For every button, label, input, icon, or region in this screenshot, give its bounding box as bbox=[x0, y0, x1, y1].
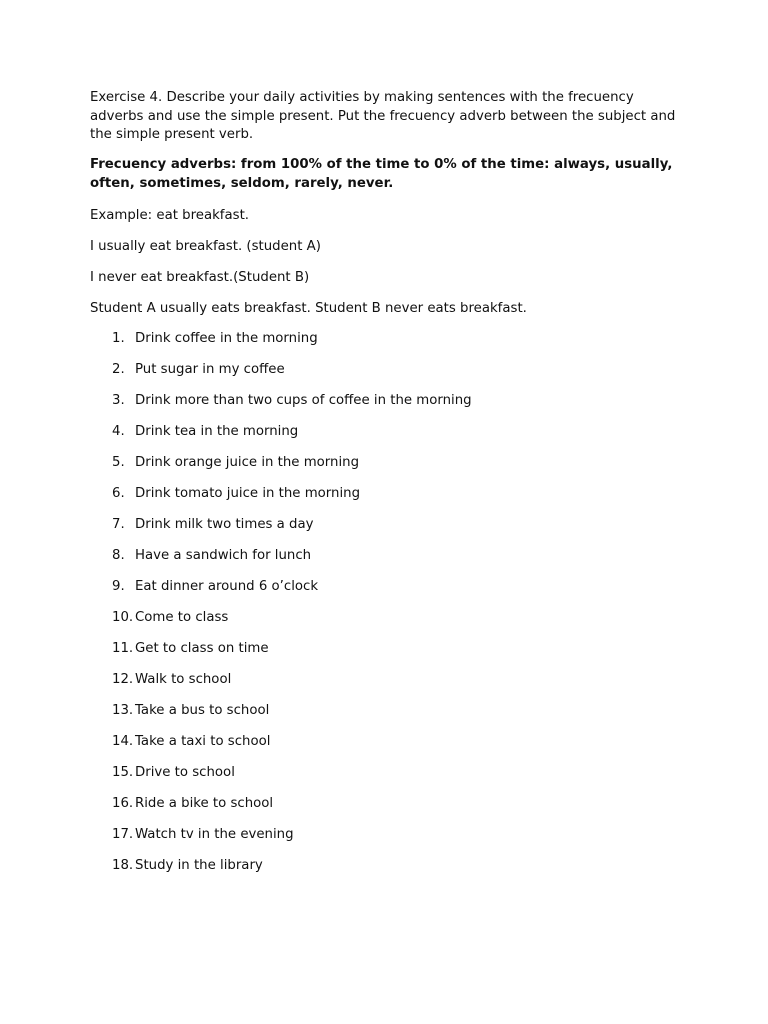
list-item-text: Study in the library bbox=[135, 858, 263, 873]
list-item-number: 13. bbox=[112, 703, 134, 718]
list-item-number: 11. bbox=[112, 641, 134, 656]
list-item bbox=[112, 640, 472, 671]
list-item-text: Drink orange juice in the morning bbox=[135, 455, 360, 470]
list-item-text: Drink milk two times a day bbox=[135, 517, 314, 532]
list-item bbox=[112, 330, 472, 361]
list-item-number: 2. bbox=[112, 362, 125, 377]
activity-list bbox=[112, 330, 472, 888]
list-item-number: 4. bbox=[112, 424, 125, 439]
list-item-number: 7. bbox=[112, 517, 125, 532]
list-item bbox=[112, 795, 472, 826]
list-item-text: Put sugar in my coffee bbox=[135, 362, 285, 377]
exercise-instructions: Exercise 4. Describe your daily activities by making sentences with the frecuency adverbs and use the simple present. Put the frecuency adverb between the subject and the simple present verb. bbox=[90, 90, 676, 142]
example-summary: Student A usually eats breakfast. Student B never eats breakfast. bbox=[90, 301, 527, 316]
list-item bbox=[112, 516, 472, 547]
list-item-number: 17. bbox=[112, 827, 134, 842]
document-page bbox=[90, 89, 680, 873]
list-item-number: 6. bbox=[112, 486, 125, 501]
list-item-text: Drink coffee in the morning bbox=[135, 331, 318, 346]
list-item-text: Drink tea in the morning bbox=[135, 424, 299, 439]
list-item-text: Drive to school bbox=[135, 765, 235, 780]
list-item-number: 12. bbox=[112, 672, 134, 687]
list-item bbox=[112, 826, 472, 857]
list-item-number: 15. bbox=[112, 765, 134, 780]
list-item bbox=[112, 671, 472, 702]
list-item bbox=[112, 454, 472, 485]
list-item bbox=[112, 485, 472, 516]
list-item-text: Watch tv in the evening bbox=[135, 827, 294, 842]
list-item bbox=[112, 857, 472, 888]
list-item bbox=[112, 547, 472, 578]
list-item-text: Get to class on time bbox=[135, 641, 269, 656]
list-item-number: 8. bbox=[112, 548, 125, 563]
list-item bbox=[112, 702, 472, 733]
list-item-text: Come to class bbox=[135, 610, 229, 625]
list-item-number: 3. bbox=[112, 393, 125, 408]
list-item-number: 1. bbox=[112, 331, 125, 346]
list-item bbox=[112, 423, 472, 454]
list-item-text: Drink more than two cups of coffee in the morning bbox=[135, 393, 472, 408]
list-item bbox=[112, 609, 472, 640]
list-item-number: 10. bbox=[112, 610, 134, 625]
list-item-number: 18. bbox=[112, 858, 134, 873]
list-item bbox=[112, 733, 472, 764]
list-item-text: Walk to school bbox=[135, 672, 232, 687]
list-item-number: 9. bbox=[112, 579, 125, 594]
example-label: Example: eat breakfast. bbox=[90, 208, 250, 223]
list-item-number: 16. bbox=[112, 796, 134, 811]
example-student-a: I usually eat breakfast. (student A) bbox=[90, 239, 321, 254]
list-item-text: Take a taxi to school bbox=[135, 734, 271, 749]
list-item bbox=[112, 361, 472, 392]
list-item-text: Drink tomato juice in the morning bbox=[135, 486, 361, 501]
adverbs-note: Frecuency adverbs: from 100% of the time to 0% of the time: always, usually, often, sometimes, seldom, rarely, never. bbox=[90, 157, 673, 191]
list-item-number: 5. bbox=[112, 455, 125, 470]
example-student-b: I never eat breakfast.(Student B) bbox=[90, 270, 310, 285]
list-item-text: Eat dinner around 6 o’clock bbox=[135, 579, 319, 594]
list-item bbox=[112, 764, 472, 795]
list-item-text: Have a sandwich for lunch bbox=[135, 548, 312, 563]
list-item-text: Ride a bike to school bbox=[135, 796, 274, 811]
list-item-text: Take a bus to school bbox=[135, 703, 270, 718]
list-item-number: 14. bbox=[112, 734, 134, 749]
list-item bbox=[112, 578, 472, 609]
list-item bbox=[112, 392, 472, 423]
